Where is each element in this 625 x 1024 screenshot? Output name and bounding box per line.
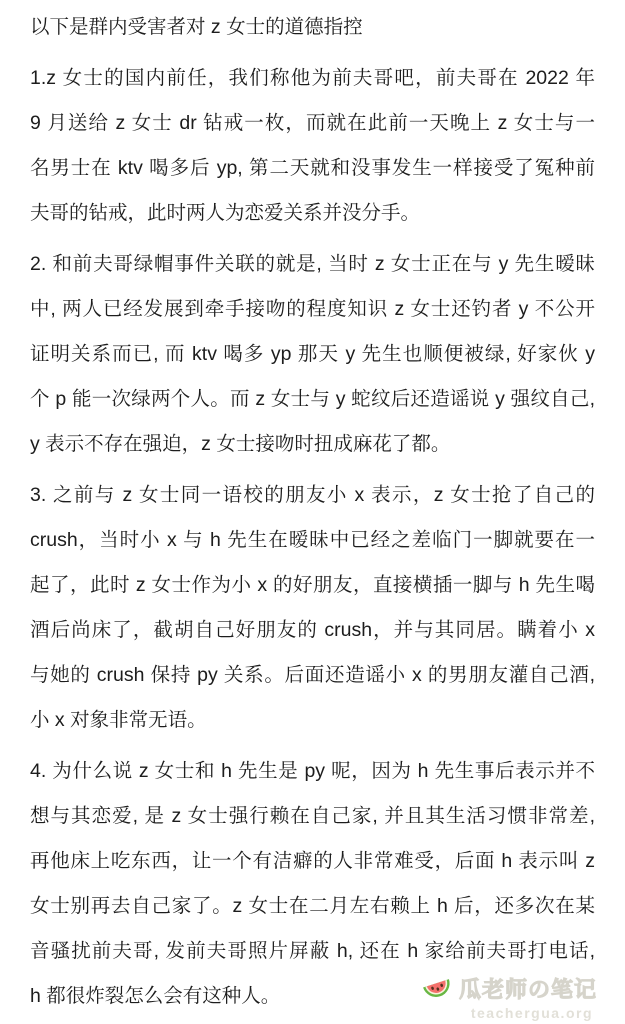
text-line: 女士别再去自己家了。z 女士在二月左右赖上 h 后，还多次在某 [30, 895, 595, 917]
text-line: 与她的 crush 保持 py 关系。后面还造谣小 x 的男朋友灌自己酒, [30, 664, 595, 686]
text-line: 再他床上吃东西，让一个有洁癖的人非常难受，后面 h 表示叫 z [30, 850, 595, 872]
page-title: 以下是群内受害者对 z 女士的道德指控 [30, 16, 363, 38]
text-line: 3. 之前与 z 女士同一语校的朋友小 x 表示，z 女士抢了自己的 [30, 484, 595, 506]
paragraph-1 [30, 56, 595, 236]
text-line: 夫哥的钻戒，此时两人为恋爱关系并没分手。 [30, 202, 421, 224]
text-line: 证明关系而已, 而 ktv 喝多 yp 那天 y 先生也顺便被绿, 好家伙 y [30, 343, 595, 365]
watermark [420, 972, 597, 1022]
text-line: 2. 和前夫哥绿帽事件关联的就是, 当时 z 女士正在与 y 先生暧昧 [30, 253, 595, 275]
text-line: 想与其恋爱, 是 z 女士强行赖在自己家, 并且其生活习惯非常差, [30, 805, 595, 827]
text-line: 9 月送给 z 女士 dr 钻戒一枚，而就在此前一天晚上 z 女士与一 [30, 112, 595, 134]
watermark-site-text: teachergua.org [470, 1005, 593, 1021]
text-line: crush，当时小 x 与 h 先生在暧昧中已经之差临门一脚就要在一 [30, 529, 595, 551]
text-line: 小 x 对象非常无语。 [30, 709, 207, 731]
text-line: 音骚扰前夫哥, 发前夫哥照片屏蔽 h, 还在 h 家给前夫哥打电话, [30, 940, 595, 962]
watermelon-icon [420, 972, 454, 1004]
paragraph-3 [30, 473, 595, 743]
paragraph-2 [30, 242, 595, 467]
text-line: 名男士在 ktv 喝多后 yp, 第二天就和没事发生一样接受了冤种前 [30, 157, 595, 179]
text-line: h 都很炸裂怎么会有这种人。 [30, 985, 281, 1007]
text-line: y 表示不存在强迫，z 女士接吻时扭成麻花了都。 [30, 433, 451, 455]
text-line: 4. 为什么说 z 女士和 h 先生是 py 呢，因为 h 先生事后表示并不 [30, 760, 595, 782]
text-line: 1.z 女士的国内前任，我们称他为前夫哥吧，前夫哥在 2022 年 [30, 67, 595, 89]
text-line: 酒后尚床了，截胡自己好朋友的 crush，并与其同居。瞒着小 x [30, 619, 595, 641]
text-line: 起了，此时 z 女士作为小 x 的好朋友，直接横插一脚与 h 先生喝 [30, 574, 595, 596]
text-line: 中, 两人已经发展到牵手接吻的程度知识 z 女士还钓者 y 不公开 [30, 298, 595, 320]
text-line: 个 p 能一次绿两个人。而 z 女士与 y 蛇纹后还造谣说 y 强纹自己, [30, 388, 595, 410]
watermark-brand-text: 瓜老师の笔记 [458, 976, 597, 1002]
